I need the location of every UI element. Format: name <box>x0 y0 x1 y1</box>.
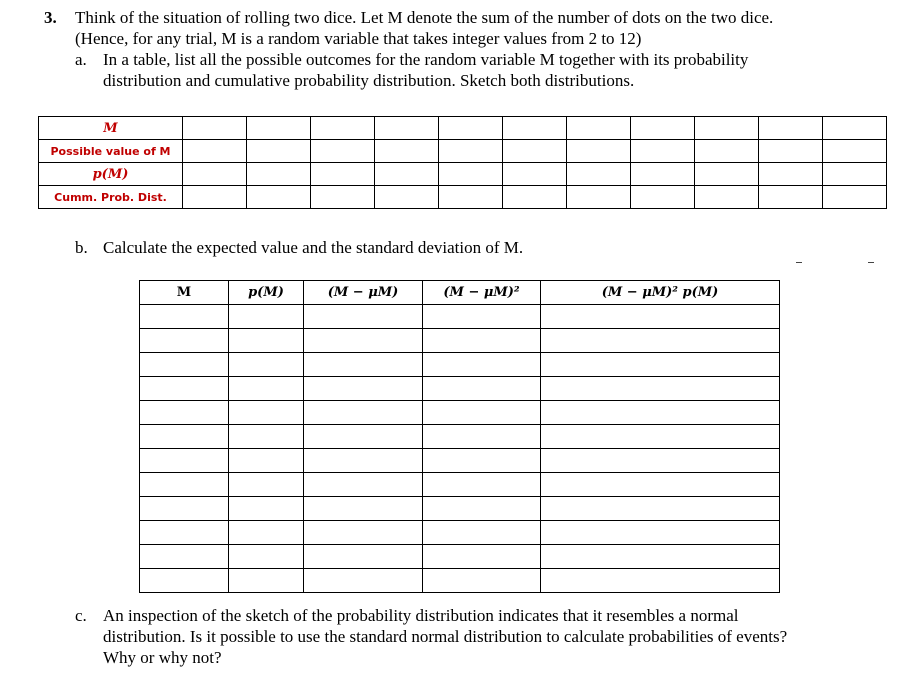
table-cell[interactable] <box>567 163 631 186</box>
distribution-table <box>38 116 887 209</box>
table-cell[interactable] <box>140 497 229 521</box>
table-cell[interactable] <box>304 329 423 353</box>
table-cell[interactable] <box>567 140 631 163</box>
table-cell[interactable] <box>823 163 887 186</box>
table-cell[interactable] <box>229 353 304 377</box>
table-row <box>140 329 780 353</box>
table-cell[interactable] <box>541 401 780 425</box>
table-cell[interactable] <box>140 473 229 497</box>
table-cell[interactable] <box>631 163 695 186</box>
table-row <box>140 449 780 473</box>
table-header-row <box>140 281 780 305</box>
table-row <box>140 497 780 521</box>
table-row <box>140 569 780 593</box>
table-cell[interactable] <box>423 521 541 545</box>
row-label-m: M <box>39 117 183 140</box>
table-cell[interactable] <box>229 449 304 473</box>
table-cell[interactable] <box>140 569 229 593</box>
table-cell[interactable] <box>439 117 503 140</box>
table-cell[interactable] <box>567 117 631 140</box>
table-cell[interactable] <box>541 425 780 449</box>
table-cell[interactable] <box>423 545 541 569</box>
table-cell[interactable] <box>375 140 439 163</box>
table-cell[interactable] <box>304 377 423 401</box>
table-cell[interactable] <box>503 140 567 163</box>
table-cell[interactable] <box>423 497 541 521</box>
table-cell[interactable] <box>229 569 304 593</box>
header-weighted-squared-deviation: (M − μM)² p(M) <box>541 281 780 305</box>
table-cell[interactable] <box>541 305 780 329</box>
part-c-line-1: An inspection of the sketch of the probability distribution indicates that it resembles a normal <box>103 606 739 625</box>
table-cell[interactable] <box>304 401 423 425</box>
table-cell[interactable] <box>229 329 304 353</box>
row-label-possible-value: Possible value of M <box>39 140 183 163</box>
table-row <box>140 377 780 401</box>
table-cell[interactable] <box>541 353 780 377</box>
table-cell[interactable] <box>229 473 304 497</box>
table-cell[interactable] <box>631 186 695 209</box>
table-cell[interactable] <box>229 401 304 425</box>
table-cell[interactable] <box>140 305 229 329</box>
table-cell[interactable] <box>423 569 541 593</box>
table-cell[interactable] <box>567 186 631 209</box>
part-c-line-3: Why or why not? <box>103 648 222 667</box>
table-cell[interactable] <box>229 425 304 449</box>
part-a-line-1: In a table, list all the possible outcomes for the random variable M together with its probability <box>103 50 749 69</box>
table-row <box>39 117 887 140</box>
table-cell[interactable] <box>140 521 229 545</box>
table-cell[interactable] <box>311 117 375 140</box>
table-cell[interactable] <box>247 163 311 186</box>
table-cell[interactable] <box>503 163 567 186</box>
part-b-text: Calculate the expected value and the standard deviation of M. <box>103 238 524 257</box>
table-cell[interactable] <box>140 401 229 425</box>
table-cell[interactable] <box>759 186 823 209</box>
table-cell[interactable] <box>304 569 423 593</box>
table-cell[interactable] <box>375 117 439 140</box>
table-cell[interactable] <box>140 545 229 569</box>
expected-value-table <box>139 280 780 593</box>
table-cell[interactable] <box>631 140 695 163</box>
table-cell[interactable] <box>375 163 439 186</box>
table-cell[interactable] <box>695 117 759 140</box>
table-cell[interactable] <box>140 425 229 449</box>
table-cell[interactable] <box>183 163 247 186</box>
table-cell[interactable] <box>423 425 541 449</box>
intro-line-2: (Hence, for any trial, M is a random variable that takes integer values from 2 to 12) <box>75 29 642 48</box>
table-row <box>140 401 780 425</box>
table-cell[interactable] <box>304 353 423 377</box>
table-cell[interactable] <box>229 497 304 521</box>
table-cell[interactable] <box>541 545 780 569</box>
table-cell[interactable] <box>423 329 541 353</box>
table-cell[interactable] <box>229 521 304 545</box>
part-c-label: c. <box>75 606 87 625</box>
table-cell[interactable] <box>304 305 423 329</box>
divider <box>868 262 874 263</box>
table-cell[interactable] <box>247 117 311 140</box>
table-cell[interactable] <box>439 186 503 209</box>
table-row <box>140 425 780 449</box>
header-deviation: (M − μM) <box>304 281 423 305</box>
table-cell[interactable] <box>311 163 375 186</box>
table-cell[interactable] <box>423 449 541 473</box>
table-row <box>39 163 887 186</box>
table-row <box>140 545 780 569</box>
table-cell[interactable] <box>304 521 423 545</box>
table-cell[interactable] <box>759 163 823 186</box>
table-cell[interactable] <box>247 186 311 209</box>
row-label-cumulative: Cumm. Prob. Dist. <box>39 186 183 209</box>
table-cell[interactable] <box>304 497 423 521</box>
table-cell[interactable] <box>823 186 887 209</box>
divider <box>796 262 802 263</box>
table-cell[interactable] <box>503 186 567 209</box>
table-cell[interactable] <box>304 545 423 569</box>
table-cell[interactable] <box>423 473 541 497</box>
table-cell[interactable] <box>140 377 229 401</box>
table-cell[interactable] <box>823 140 887 163</box>
table-cell[interactable] <box>541 473 780 497</box>
table-cell[interactable] <box>503 117 567 140</box>
table-cell[interactable] <box>375 186 439 209</box>
table-cell[interactable] <box>631 117 695 140</box>
header-m: M <box>140 281 229 305</box>
table-cell[interactable] <box>541 521 780 545</box>
table-row <box>39 140 887 163</box>
table-cell[interactable] <box>439 163 503 186</box>
part-a-label: a. <box>75 50 87 69</box>
table-cell[interactable] <box>304 425 423 449</box>
table-cell[interactable] <box>823 117 887 140</box>
table-cell[interactable] <box>229 545 304 569</box>
table-cell[interactable] <box>304 449 423 473</box>
table-cell[interactable] <box>183 117 247 140</box>
part-a-line-2: distribution and cumulative probability distribution. Sketch both distributions. <box>103 71 635 90</box>
table-cell[interactable] <box>423 377 541 401</box>
table-cell[interactable] <box>311 140 375 163</box>
table-cell[interactable] <box>423 401 541 425</box>
table-cell[interactable] <box>541 329 780 353</box>
table-row <box>140 521 780 545</box>
table-cell[interactable] <box>140 449 229 473</box>
row-label-pm: p(M) <box>39 163 183 186</box>
table-cell[interactable] <box>183 186 247 209</box>
table-cell[interactable] <box>311 186 375 209</box>
table-cell[interactable] <box>695 186 759 209</box>
table-cell[interactable] <box>541 569 780 593</box>
table-row <box>140 305 780 329</box>
table-cell[interactable] <box>695 140 759 163</box>
table-cell[interactable] <box>229 305 304 329</box>
table-cell[interactable] <box>140 353 229 377</box>
table-cell[interactable] <box>541 449 780 473</box>
table-cell[interactable] <box>759 117 823 140</box>
table-cell[interactable] <box>247 140 311 163</box>
table-row <box>39 186 887 209</box>
intro-line-1: Think of the situation of rolling two dice. Let M denote the sum of the number of dots on the two dice. <box>75 8 774 27</box>
question-number: 3. <box>44 8 57 27</box>
table-cell[interactable] <box>304 473 423 497</box>
table-cell[interactable] <box>183 140 247 163</box>
table-cell[interactable] <box>423 305 541 329</box>
part-b-label: b. <box>75 238 88 257</box>
table-cell[interactable] <box>541 377 780 401</box>
header-squared-deviation: (M − μM)² <box>423 281 541 305</box>
table-row <box>140 473 780 497</box>
table-cell[interactable] <box>541 497 780 521</box>
table-cell[interactable] <box>439 140 503 163</box>
part-c-line-2: distribution. Is it possible to use the standard normal distribution to calculate probabilities of events? <box>103 627 788 646</box>
table-cell[interactable] <box>229 377 304 401</box>
table-cell[interactable] <box>695 163 759 186</box>
table-cell[interactable] <box>423 353 541 377</box>
header-pm: p(M) <box>229 281 304 305</box>
table-row <box>140 353 780 377</box>
table-cell[interactable] <box>759 140 823 163</box>
table-cell[interactable] <box>140 329 229 353</box>
